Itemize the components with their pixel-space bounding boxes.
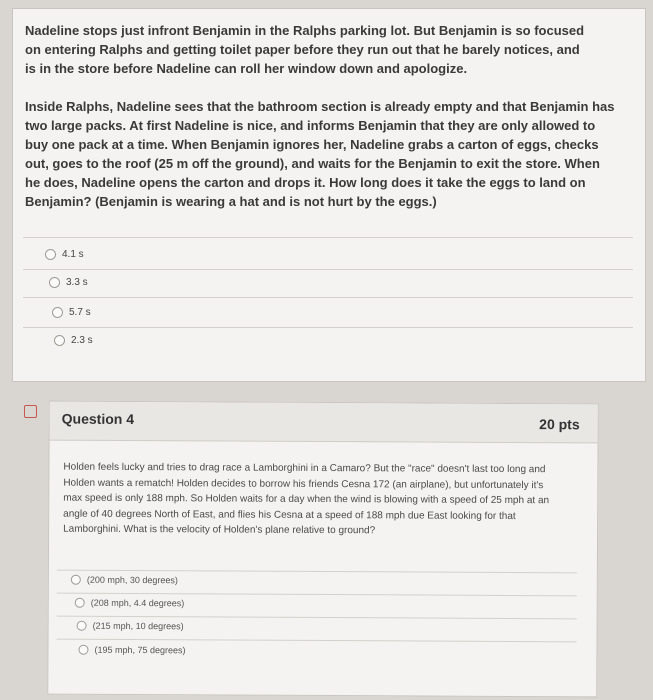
radio-button[interactable] xyxy=(52,307,63,318)
divider xyxy=(57,593,577,597)
question-4-header xyxy=(50,402,598,444)
flag-question-icon[interactable] xyxy=(24,405,37,418)
radio-button[interactable] xyxy=(71,575,81,585)
answer-option-label: 4.1 s xyxy=(62,249,84,260)
answer-option-1[interactable] xyxy=(45,249,84,260)
divider xyxy=(23,237,633,238)
answer-option-label: 3.3 s xyxy=(66,277,88,288)
divider xyxy=(57,616,577,620)
divider xyxy=(23,269,633,270)
question-4-points: 20 pts xyxy=(539,416,580,433)
divider xyxy=(57,639,577,643)
answer-option-1[interactable] xyxy=(71,575,178,586)
question-3-panel xyxy=(12,8,646,382)
radio-button[interactable] xyxy=(45,249,56,260)
question-4-text: Holden feels lucky and tries to drag race a Lamborghini in a Camaro? But the "race" doesn't last too long and Holden wants a rematch! Holden decides to borrow his friends Cesna 172 (an airplane), but unfortunately it's max speed is only 188 mph. So Holden waits for a day when the wind is blowing with a speed of 25 mph at an angle of 40 degrees North of East, and flies his Cesna at a speed of 188 mph due East looking for that Lamborghini. What is the velocity of Holden's plane relative to ground? xyxy=(63,461,550,537)
answer-option-4[interactable] xyxy=(54,335,93,346)
question-4-title: Question 4 xyxy=(61,410,135,428)
divider xyxy=(23,297,633,298)
radio-button[interactable] xyxy=(78,645,88,655)
radio-button[interactable] xyxy=(75,598,85,608)
radio-button[interactable] xyxy=(49,277,60,288)
question-3-paragraph-1: Nadeline stops just infront Benjamin in the Ralphs parking lot. But Benjamin is so focused on entering Ralphs and getting toilet paper before they run out that he barely notices, and is in the store before Nadeline can roll her window down and apologize. xyxy=(25,23,585,76)
answer-option-2[interactable] xyxy=(75,598,185,609)
radio-button[interactable] xyxy=(77,621,87,631)
radio-button[interactable] xyxy=(54,335,65,346)
answer-option-label: 2.3 s xyxy=(71,335,93,346)
answer-option-4[interactable] xyxy=(78,645,185,656)
answer-option-label: (195 mph, 75 degrees) xyxy=(94,644,186,656)
answer-option-3[interactable] xyxy=(52,307,91,318)
divider xyxy=(23,327,633,328)
answer-option-label: (215 mph, 10 degrees) xyxy=(92,620,184,632)
answer-option-2[interactable] xyxy=(49,277,88,288)
answer-option-label: 5.7 s xyxy=(69,307,91,318)
answer-option-3[interactable] xyxy=(77,621,184,632)
question-3-paragraph-2: Inside Ralphs, Nadeline sees that the bathroom section is already empty and that Benjamin has two large packs. At first Nadeline is nice, and informs Benjamin that they are only allowed to buy one pack at a time. When Benjamin ignores her, Nadeline grabs a carton of eggs, checks out, goes to the roof (25 m off the ground), and waits for the Benjamin to exit the store. When he does, Nadeline opens the carton and drops it. How long does it take the eggs to land on Benjamin? (Benjamin is wearing a hat and is not hurt by the eggs.) xyxy=(25,99,615,209)
answer-option-label: (208 mph, 4.4 degrees) xyxy=(90,597,185,609)
question-4-panel xyxy=(47,401,599,698)
divider xyxy=(57,570,577,574)
answer-option-label: (200 mph, 30 degrees) xyxy=(86,574,178,586)
